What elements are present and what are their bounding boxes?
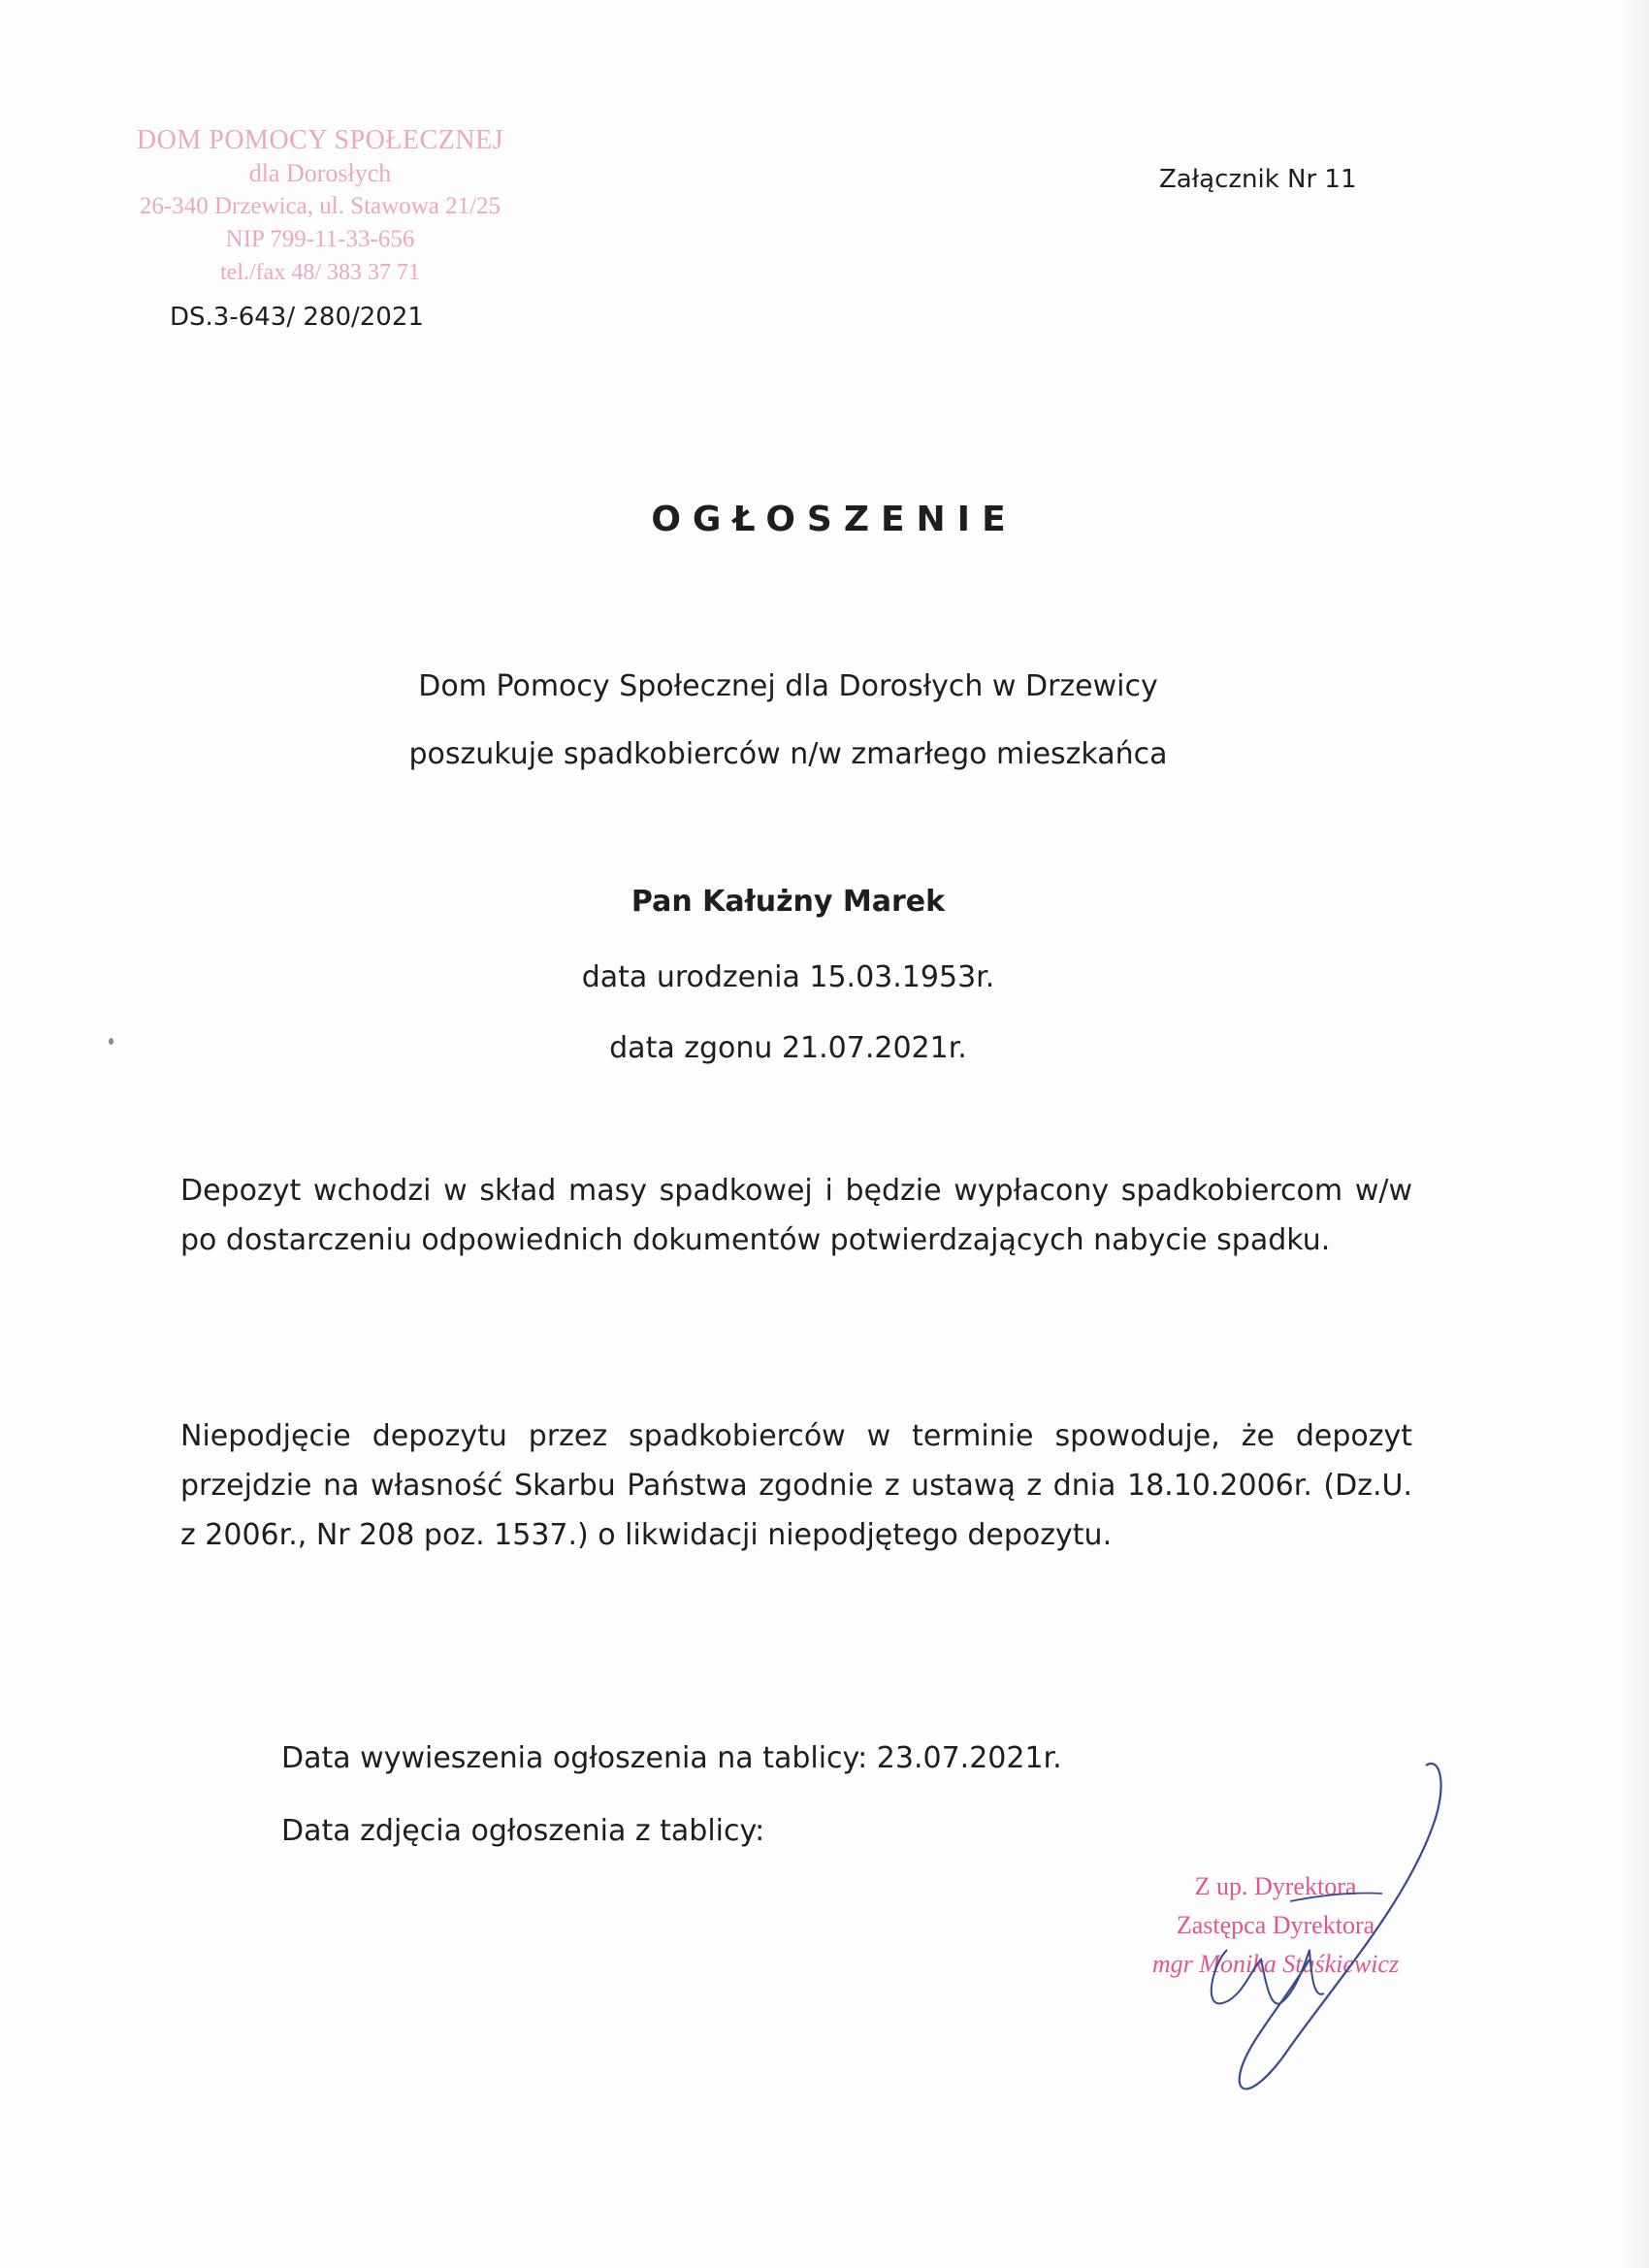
handwritten-signature — [1145, 1756, 1455, 2105]
signature-stamp-line-1: Z up. Dyrektora — [1194, 1872, 1357, 1900]
stamp-line-phone: tel./fax 48/ 383 37 71 — [220, 260, 420, 285]
removed-date: Data zdjęcia ogłoszenia z tablicy: — [281, 1814, 765, 1848]
posted-date: Data wywieszenia ogłoszenia na tablicy: 23.07.2021r. — [281, 1741, 1062, 1775]
death-date: data zgonu 21.07.2021r. — [609, 1031, 967, 1065]
signature-stamp-line-3: mgr Monika Staśkiewicz — [1151, 1950, 1400, 1978]
forfeit-paragraph: Niepodjęcie depozytu przez spadkobierców w terminie spowoduje, że depozyt przejdzie na własność Skarbu Państwa zgodnie z ustawą z dnia 18.10.2006r. (Dz.U. z 2006r., Nr 208 poz. 1537.) o likwidacji niepodjętego depozytu. — [180, 1419, 1412, 1552]
deposit-paragraph: Depozyt wchodzi w skład masy spadkowej i będzie wypłacony spadkobiercom w/w po dostarczeniu odpowiednich dokumentów potwierdzających nabycie spadku. — [180, 1174, 1412, 1257]
stamp-line-address: 26-340 Drzewica, ul. Stawowa 21/25 — [139, 193, 501, 219]
intro-line-1: Dom Pomocy Społecznej dla Dorosłych w Drzewicy — [418, 669, 1158, 703]
scan-edge — [1620, 0, 1649, 2268]
annex-number: Załącznik Nr 11 — [1159, 165, 1357, 194]
reference-number: DS.3-643/ 280/2021 — [170, 303, 424, 332]
stamp-line-nip: NIP 799-11-33-656 — [225, 226, 415, 252]
intro-line-2: poszukuje spadkobierców n/w zmarłego mieszkańca — [408, 737, 1168, 771]
person-name: Pan Kałużny Marek — [630, 885, 946, 919]
document-title: OGŁOSZENIE — [651, 500, 1018, 539]
stamp-line-name: DOM POMOCY SPOŁECZNEJ — [136, 125, 504, 155]
institution-stamp — [97, 124, 543, 289]
signature-stamp-line-2: Zastępca Dyrektora — [1176, 1911, 1375, 1939]
birth-date: data urodzenia 15.03.1953r. — [581, 960, 995, 994]
stamp-line-subtitle: dla Dorosłych — [248, 159, 392, 187]
scan-speck — [109, 1038, 113, 1045]
